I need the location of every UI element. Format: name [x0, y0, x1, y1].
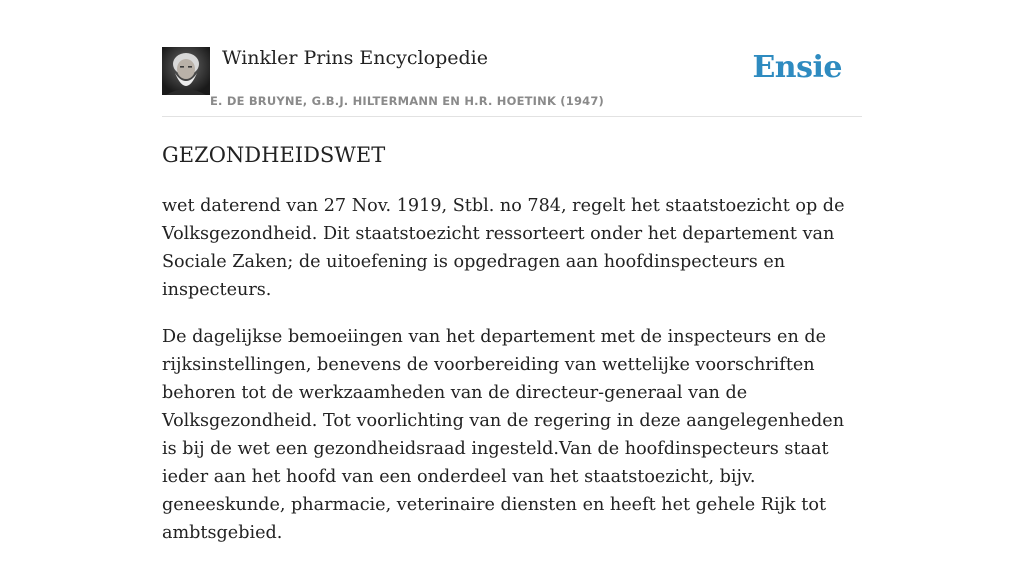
article-paragraph: De dagelijkse bemoeiingen van het departement met de inspecteurs en de rijksinstellingen, benevens de voorbereiding van wettelijke voorschriften behoren tot de werkzaamheden van de directeur-generaal van de Volksgezondheid. Tot voorlichting van de regering in deze aangelegenheden is bij de wet een gezondheidsraad ingesteld.Van de hoofdinspecteurs staat ieder aan het hoofd van een onderdeel van het staatstoezicht, bijv. geneeskunde, pharmacie, veterinaire diensten en heeft het gehele Rijk tot ambtsgebied.: [162, 327, 845, 543]
article-body: [162, 192, 862, 566]
article-title: GEZONDHEIDSWET: [162, 143, 386, 167]
source-title[interactable]: Winkler Prins Encyclopedie: [222, 47, 488, 69]
author-portrait-icon: [162, 47, 210, 95]
source-authors: E. DE BRUYNE, G.B.J. HILTERMANN EN H.R. HOETINK (1947): [210, 94, 605, 108]
brand-logo[interactable]: Ensie: [752, 50, 842, 85]
source-header: [162, 46, 862, 117]
article-paragraph: wet daterend van 27 Nov. 1919, Stbl. no 784, regelt het staatstoezicht op de Volksgezondheid. Dit staatstoezicht ressorteert onder het departement van Sociale Zaken; de uitoefening is opgedragen aan hoofdinspecteurs en inspecteurs.: [162, 196, 845, 300]
